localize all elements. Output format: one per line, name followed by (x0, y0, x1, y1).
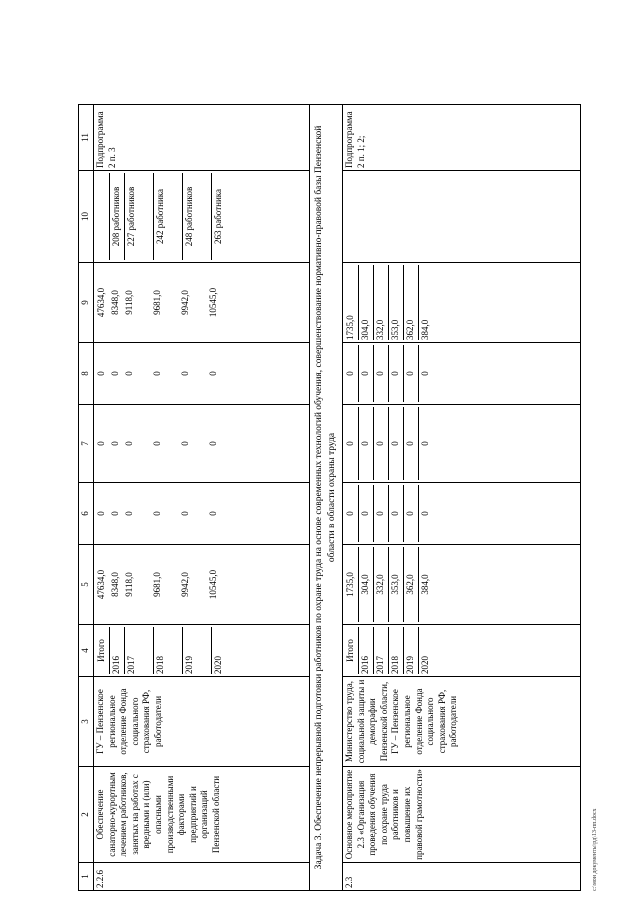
value: 353,0 (389, 265, 404, 340)
year-2019: 2019 (404, 627, 419, 674)
indicator: 263 работника (213, 189, 223, 245)
value: 8348,0 (110, 572, 120, 597)
value: 0 (110, 371, 120, 376)
value: 0 (124, 511, 134, 516)
values-list (344, 407, 433, 480)
funding-col-6 (94, 483, 310, 545)
task-title: Задача 3. Обеспечение непрерывной подготовки работников по охране труда на основе современных технологий обучения, совершенствование нормативно-правовой базы Пензенской области в области охраны труда (310, 105, 343, 891)
year-2020: 2020 (213, 656, 223, 674)
indicator: 227 работников (125, 173, 154, 260)
col-header-10: 10 (79, 171, 94, 263)
value: 0 (180, 371, 190, 376)
value: 332,0 (374, 265, 389, 340)
funding-col-7 (94, 405, 310, 483)
value: 47634,0 (96, 569, 106, 600)
value: 0 (359, 345, 374, 402)
value: 0 (389, 345, 404, 402)
total-funding-cell (94, 545, 310, 625)
indicator: 208 работников (110, 173, 125, 260)
col-header-3: 3 (79, 677, 94, 767)
indicator-list (95, 173, 240, 260)
col-header-7: 7 (79, 405, 94, 483)
row-number: 2.2.6 (94, 863, 310, 891)
year-2017: 2017 (374, 627, 389, 674)
value: 0 (359, 485, 374, 542)
value: 353,0 (389, 547, 404, 622)
funding-col-8 (343, 343, 581, 405)
years-cell (94, 625, 310, 677)
col-header-4: 4 (79, 625, 94, 677)
value: 0 (180, 511, 190, 516)
value: 0 (208, 441, 218, 446)
col-header-1: 1 (79, 863, 94, 891)
value: 0 (344, 485, 359, 542)
funding-col-6 (343, 483, 581, 545)
years-cell (343, 625, 581, 677)
indicator-cell (343, 171, 581, 263)
value: 0 (404, 407, 419, 480)
value: 9942,0 (180, 290, 190, 315)
col-header-11: 11 (79, 105, 94, 171)
total-funding-cell (343, 545, 581, 625)
year-2017: 2017 (125, 627, 154, 674)
year-2016: 2016 (359, 627, 374, 674)
activity-name: Обеспечение санаторно-курортным лечением работников, занятых на работах с вредными и (или) опасными производственными факторами предприятий и организаций Пензенской области (94, 767, 310, 863)
header-row (79, 105, 94, 891)
value: 0 (96, 371, 106, 376)
value: 0 (208, 371, 218, 376)
values-list (344, 485, 433, 542)
value: 0 (359, 407, 374, 480)
col-header-5: 5 (79, 545, 94, 625)
subprogram-ref: Подпрограмма 2 п. 3 (94, 105, 310, 171)
indicator (95, 173, 110, 260)
years-list (344, 627, 433, 674)
values-list (344, 265, 433, 340)
year-2018: 2018 (389, 627, 404, 674)
value: 0 (180, 441, 190, 446)
executor: ГУ – Пензенское региональное отделение Фонда социального страхования РФ, работодатели (94, 677, 310, 767)
year-2018: 2018 (154, 627, 183, 674)
file-path: c:\мои документы\рд\13-пп.docx (592, 808, 598, 891)
value: 0 (404, 485, 419, 542)
col-header-8: 8 (79, 343, 94, 405)
value: 0 (124, 441, 134, 446)
value: 304,0 (359, 265, 374, 340)
value: 0 (208, 511, 218, 516)
value: 0 (389, 485, 404, 542)
value: 0 (152, 371, 162, 376)
value: 0 (420, 371, 430, 376)
activity-name: Основное мероприятие 2.3 «Организация проведения обучения по охране труда работников и повышение их правовой грамотности» (343, 767, 581, 863)
value: 9118,0 (124, 572, 134, 597)
executor: Министерство труда, социальной защиты и демографии Пензенской области, ГУ – Пензенское региональное отделение Фонда социального страхования РФ, работодатели (343, 677, 581, 767)
value: 384,0 (420, 319, 430, 340)
funding-col-7 (343, 405, 581, 483)
year-2016: 2016 (110, 627, 125, 674)
col-header-6: 6 (79, 483, 94, 545)
value: 8348,0 (110, 290, 120, 315)
value: 1735,0 (344, 547, 359, 622)
value: 0 (374, 485, 389, 542)
value: 0 (96, 511, 106, 516)
value: 1735,0 (344, 265, 359, 340)
years-list (95, 627, 240, 674)
value: 47634,0 (96, 287, 106, 318)
value: 0 (420, 441, 430, 446)
value: 0 (374, 407, 389, 480)
col-header-9: 9 (79, 263, 94, 343)
value: 9681,0 (152, 572, 162, 597)
value: 0 (110, 511, 120, 516)
col-header-2: 2 (79, 767, 94, 863)
value: 0 (420, 511, 430, 516)
subprogram-ref: Подпрограмма 2 п. 1; 2; (343, 105, 581, 171)
value: 10545,0 (208, 569, 218, 600)
funding-col-9 (94, 263, 310, 343)
value: 0 (404, 345, 419, 402)
value: 304,0 (359, 547, 374, 622)
value: 384,0 (420, 574, 430, 595)
value: 0 (344, 345, 359, 402)
year-total: Итого (95, 627, 110, 674)
value: 0 (374, 345, 389, 402)
indicator: 248 работников (183, 173, 212, 260)
indicator: 242 работника (154, 173, 183, 260)
value: 9118,0 (124, 290, 134, 315)
value: 0 (389, 407, 404, 480)
value: 0 (124, 371, 134, 376)
row-number: 2.3 (343, 863, 581, 891)
value: 362,0 (404, 547, 419, 622)
year-2019: 2019 (183, 627, 212, 674)
value: 332,0 (374, 547, 389, 622)
funding-col-9 (343, 263, 581, 343)
value: 0 (344, 407, 359, 480)
value: 0 (152, 511, 162, 516)
value: 9942,0 (180, 572, 190, 597)
year-2020: 2020 (420, 656, 430, 674)
table-row (343, 105, 581, 891)
value: 9681,0 (152, 290, 162, 315)
value: 0 (110, 441, 120, 446)
values-list (344, 547, 433, 622)
value: 0 (152, 441, 162, 446)
program-table (78, 104, 581, 891)
funding-col-8 (94, 343, 310, 405)
year-total: Итого (344, 627, 359, 674)
value: 10545,0 (208, 287, 218, 318)
indicator-cell (94, 171, 310, 263)
values-list (344, 345, 433, 402)
value: 0 (96, 441, 106, 446)
table-row (94, 105, 310, 891)
task-row (310, 105, 343, 891)
value: 362,0 (404, 265, 419, 340)
